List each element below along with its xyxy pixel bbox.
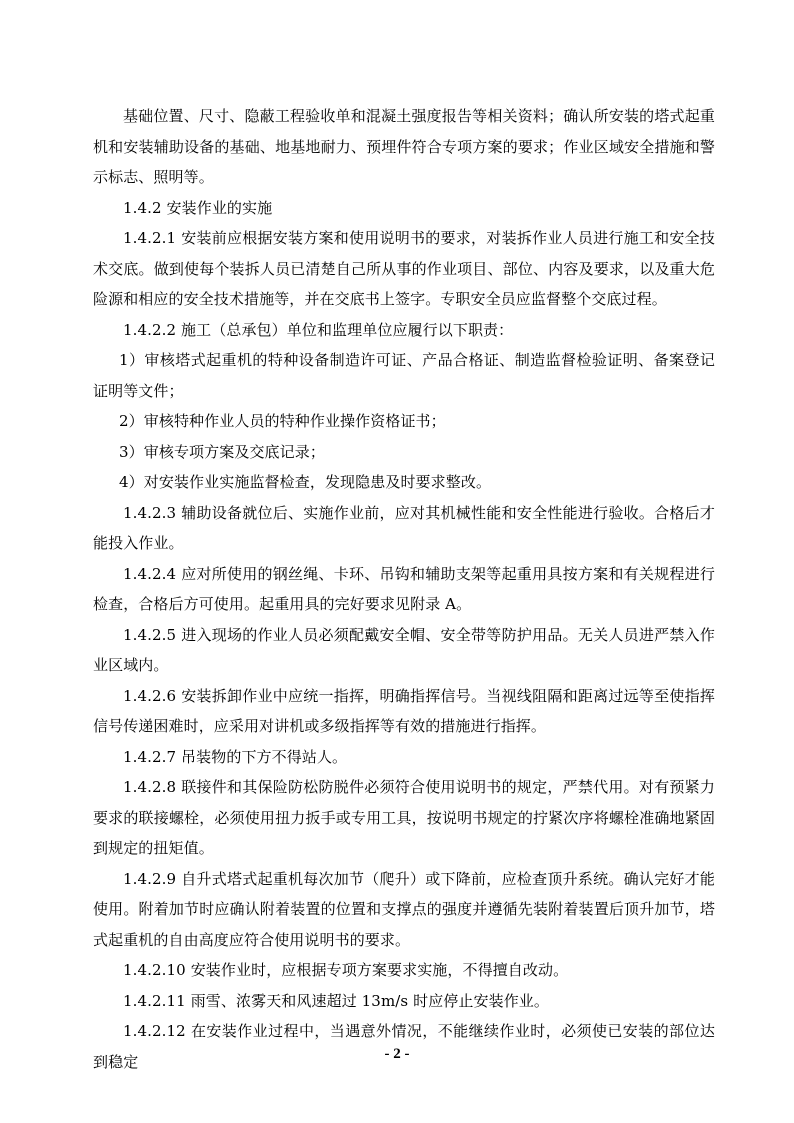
- paragraph-1-4-2-6: 1.4.2.6 安装拆卸作业中应统一指挥，明确指挥信号。当视线阻隔和距离过远等至使指挥信号传递困难时，应采用对讲机或多级指挥等有效的措施进行指挥。: [93, 686, 715, 735]
- paragraph-1-4-2-5: 1.4.2.5 进入现场的作业人员必须配戴安全帽、安全带等防护用品。无关人员进严禁入作业区域内。: [93, 625, 715, 674]
- page-number: - 2 -: [384, 1046, 410, 1062]
- body-text: [93, 101, 715, 1077]
- paragraph-1-4-2-4: 1.4.2.4 应对所使用的钢丝绳、卡环、吊钩和辅助支架等起重用具按方案和有关规程进行检查，合格后方可使用。起重用具的完好要求见附录 A。: [93, 564, 715, 613]
- paragraph-1-4-2-7: 1.4.2.7 吊装物的下方不得站人。: [123, 747, 348, 766]
- paragraph-1-4-2-11: 1.4.2.11 雨雪、浓雾天和风速超过 13m/s 时应停止安装作业。: [123, 991, 549, 1010]
- list-item-3: 3）审核专项方案及交底记录；: [119, 442, 325, 461]
- paragraph-1-4-2-2: 1.4.2.2 施工（总承包）单位和监理单位应履行以下职责：: [123, 320, 514, 339]
- paragraph-1-4-2-8: 1.4.2.8 联接件和其保险防松防脱件必须符合使用说明书的规定，严禁代用。对有预紧力要求的联接螺栓，必须使用扭力扳手或专用工具，按说明书规定的拧紧次序将螺栓准确地紧固到规定的扭矩值。: [93, 778, 715, 857]
- paragraph-1-4-2-9: 1.4.2.9 自升式塔式起重机每次加节（爬升）或下降前，应检查顶升系统。确认完好才能使用。附着加节时应确认附着装置的位置和支撑点的强度并遵循先装附着装置后顶升加节，塔式起重机的自由高度应符合使用说明书的要求。: [93, 869, 715, 949]
- list-item-2: 2）审核特种作业人员的特种作业操作资格证书；: [119, 412, 446, 430]
- paragraph-p0: 基础位置、尺寸、隐蔽工程验收单和混凝土强度报告等相关资料；确认所安装的塔式起重机和安装辅助设备的基础、地基地耐力、预埋件符合专项方案的要求；作业区域安全措施和警示标志、照明等。: [93, 107, 715, 186]
- paragraph-1-4-2-1: 1.4.2.1 安装前应根据安装方案和使用说明书的要求，对装拆作业人员进行施工和安全技术交底。做到使每个装拆人员已清楚自己所从事的作业项目、部位、内容及要求，以及重大危险源和相应的安全技术措施等，并在交底书上签字。专职安全员应监督整个交底过程。: [93, 229, 715, 308]
- paragraph-1-4-2-3: 1.4.2.3 辅助设备就位后、实施作业前，应对其机械性能和安全性能进行验收。合格后才能投入作业。: [93, 503, 715, 552]
- paragraph-1-4-2-10: 1.4.2.10 安装作业时，应根据专项方案要求实施，不得擅自改动。: [123, 961, 569, 979]
- list-item-4: 4）对安装作业实施监督检查，发现隐患及时要求整改。: [119, 473, 492, 491]
- paragraph-1-4-2-12: 1.4.2.12 在安装作业过程中，当遇意外情况，不能继续作业时，必须使已安装的部位达到稳定: [93, 1022, 715, 1071]
- section-heading-1-4-2: 1.4.2 安装作业的实施: [123, 198, 273, 217]
- list-item-1: 1）审核塔式起重机的特种设备制造许可证、产品合格证、制造监督检验证明、备案登记证明等文件；: [93, 351, 715, 400]
